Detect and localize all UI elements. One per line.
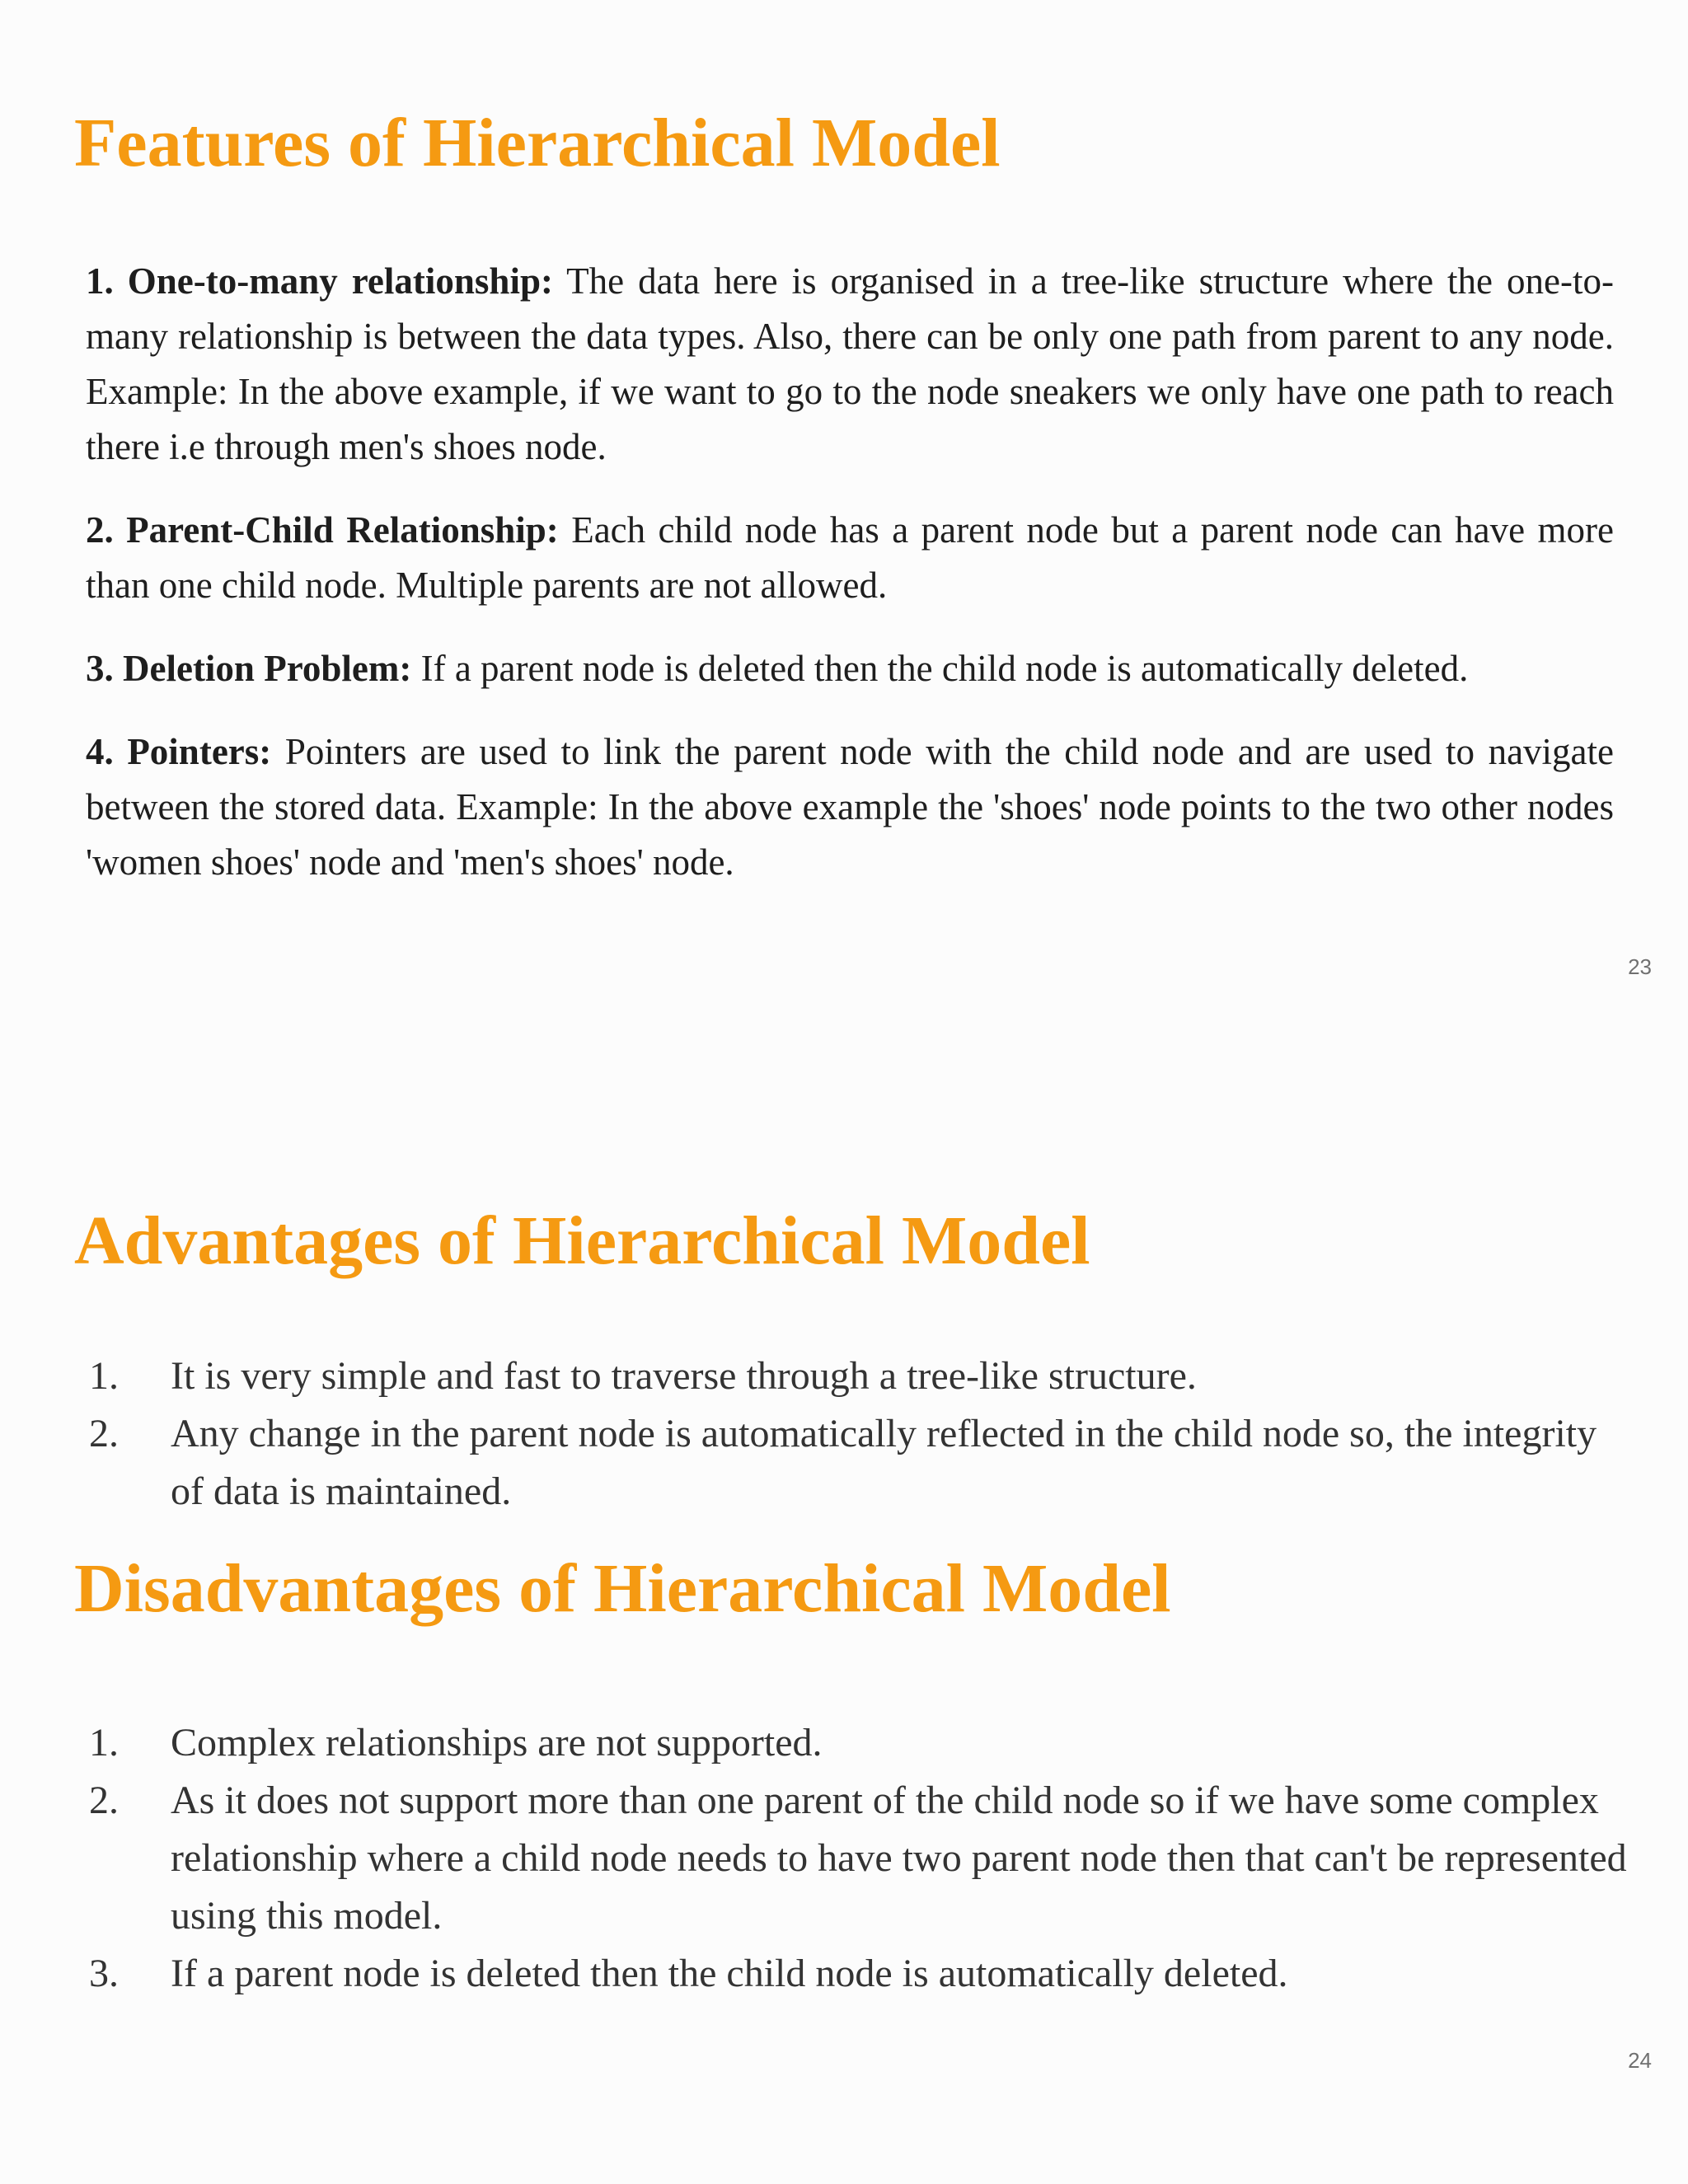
advantages-list (89, 1347, 1639, 1521)
feature-title: 3. Deletion Problem: (86, 648, 412, 689)
feature-title: 1. One-to-many relationship: (86, 260, 553, 302)
feature-title: 2. Parent-Child Relationship: (86, 509, 559, 551)
disadvantages-heading: Disadvantages of Hierarchical Model (74, 1550, 1171, 1627)
list-item-number: 3. (89, 1952, 119, 1995)
list-item-number: 1. (89, 1721, 119, 1765)
feature-text: If a parent node is deleted then the child node is automatically deleted. (411, 648, 1469, 689)
list-item (89, 1405, 1639, 1521)
list-item (89, 1945, 1639, 2003)
list-item (89, 1714, 1639, 1772)
document-page-24 (0, 1063, 1688, 2184)
disadvantages-list (89, 1714, 1639, 2003)
list-item-text: Complex relationships are not supported. (171, 1721, 823, 1765)
feature-text: Pointers are used to link the parent node with the child node and are used to navigate between the stored data. Example: In the above example the 'shoes' node points to the two other nodes 'women shoes' node and 'men's shoes' node. (86, 731, 1614, 883)
feature-one-to-many (86, 254, 1614, 475)
feature-deletion-problem (86, 641, 1614, 696)
list-item-text: If a parent node is deleted then the child node is automatically deleted. (171, 1952, 1288, 1995)
list-item-text: It is very simple and fast to traverse through a tree-like structure. (171, 1354, 1197, 1398)
list-item-number: 2. (89, 1412, 119, 1455)
feature-title: 4. Pointers: (86, 731, 272, 772)
list-item-text: As it does not support more than one parent of the child node so if we have some complex relationship where a child node needs to have two parent node then that can't be represented using this model. (171, 1779, 1627, 1938)
features-heading: Features of Hierarchical Model (74, 105, 1001, 181)
document-page-23 (0, 0, 1688, 1063)
list-item-number: 1. (89, 1354, 119, 1398)
feature-text: The data here is organised in a tree-like structure where the one-to-many relationship is between the data types. Also, there can be only one path from parent to any node. Example: In the above example, if we want to go to the node sneakers we only have one path to reach there i.e through men's shoes node. (86, 260, 1614, 467)
feature-pointers (86, 724, 1614, 890)
list-item-number: 2. (89, 1779, 119, 1822)
list-item-text: Any change in the parent node is automatically reflected in the child node so, the integrity of data is maintained. (171, 1412, 1597, 1513)
list-item (89, 1347, 1639, 1405)
page-number: 23 (1628, 954, 1652, 979)
page-number: 24 (1628, 2048, 1652, 2073)
feature-text: Each child node has a parent node but a parent node can have more than one child node. Multiple parents are not allowed. (86, 509, 1614, 606)
features-list (86, 254, 1614, 918)
list-item (89, 1772, 1639, 1945)
advantages-heading: Advantages of Hierarchical Model (74, 1202, 1090, 1279)
feature-parent-child (86, 503, 1614, 613)
